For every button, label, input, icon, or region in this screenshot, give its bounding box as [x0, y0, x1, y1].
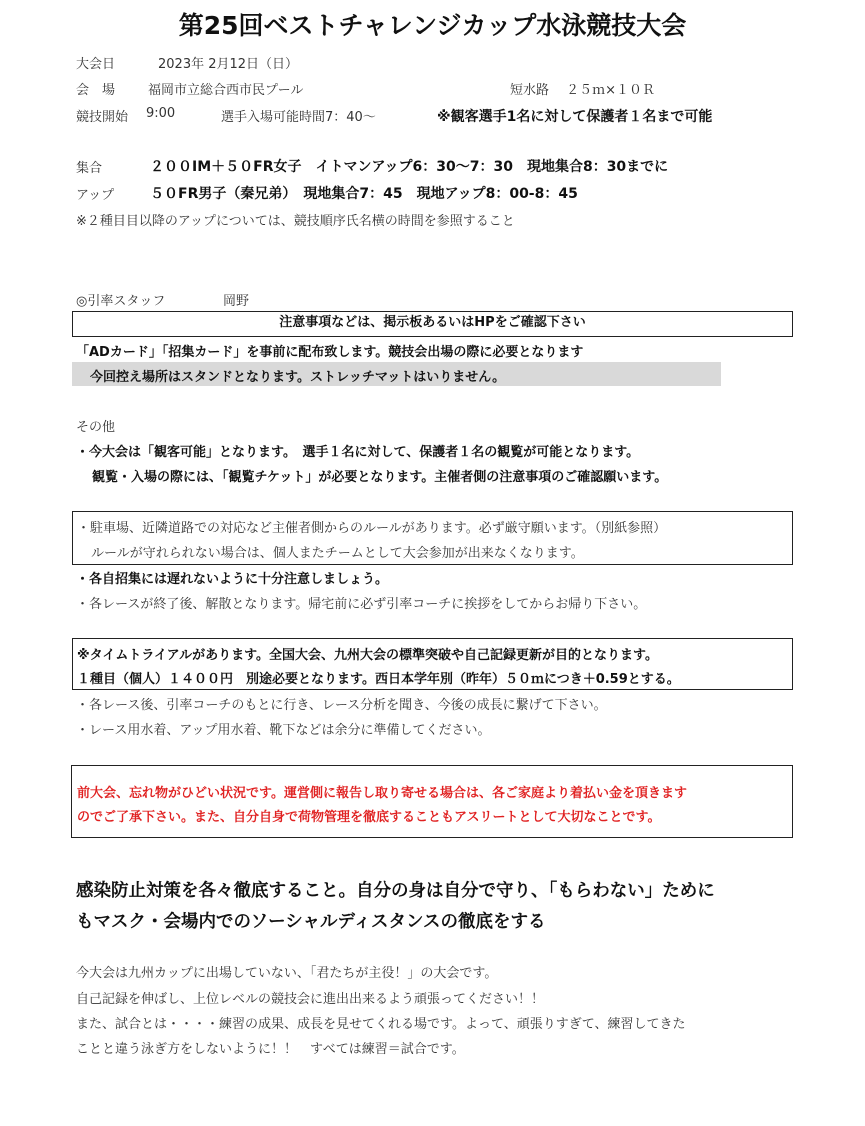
date-value: 2023年 2月12日（日） — [158, 57, 299, 72]
trial-line1: ※タイムトライアルがあります。全国大会、九州大会の標準突破や自己記録更新が目的となります。 — [77, 648, 658, 663]
other-line2: 観覧・入場の際には、「観覧チケット」が必要となります。主催者側の注意事項のご確認願います。 — [92, 470, 668, 485]
notice-box — [72, 311, 793, 337]
up-label: アップ — [76, 188, 115, 203]
course-info: 短水路 ２５ｍ×１０Ｒ — [510, 83, 656, 98]
parking-line2: ルールが守れられない場合は、個人またチームとして大会参加が出来なくなります。 — [91, 546, 584, 561]
trial-box — [72, 638, 793, 690]
start-label: 競技開始 — [76, 110, 129, 125]
page-title: 第25回ベストチャレンジカップ水泳競技大会 — [178, 11, 687, 40]
infection-line2: もマスク・会場内でのソーシャルディスタンスの徹底をする — [76, 912, 546, 932]
start-value: 9:00 — [146, 106, 176, 121]
entry-time: 選手入場可能時間7：40～ — [221, 110, 376, 125]
race-note: ・各レース後、引率コーチのもとに行き、レース分析を聞き、今後の成長に繋げて下さい。 — [76, 698, 607, 713]
gather-label: 集合 — [76, 161, 103, 176]
venue-label: 会 場 — [76, 83, 116, 98]
closing-line3: また、試合とは・・・・練習の成果、成長を見せてくれる場です。よって、頑張りすぎて、練習してきた — [76, 1017, 686, 1032]
lost-items-box — [71, 765, 793, 838]
swimwear-note: ・レース用水着、アップ用水着、靴下などは余分に準備してください。 — [76, 723, 491, 738]
date-label: 大会日 — [76, 57, 116, 72]
trial-line2: １種目（個人）１４００円 別途必要となります。西日本学年別（昨年）５０ｍにつき＋0.59とする。 — [77, 672, 680, 687]
gather-value: ２００IM＋５０FR女子 イトマンアップ6：30～7：30 現地集合8：30までに — [150, 159, 669, 175]
cards-note: 「ADカード」「招集カード」を事前に配布致します。競技会出場の際に必要となります — [76, 345, 584, 360]
notice-text: 注意事項などは、掲示板あるいはHPをご確認下さい — [279, 315, 586, 330]
other-line1: ・今大会は「観客可能」となります。 選手１名に対して、保護者１名の観覧が可能となります。 — [76, 445, 640, 460]
lost-line1: 前大会、忘れ物がひどい状況です。運営側に報告し取り寄せる場合は、各ご家庭より着払い金を頂きます — [77, 786, 687, 801]
infection-line1: 感染防止対策を各々徹底すること。自分の身は自分で守り、「もらわない」ために — [76, 881, 715, 901]
closing-line4: ことと違う泳ぎ方をしないように！！ すべては練習＝試合です。 — [76, 1042, 465, 1057]
parking-box — [72, 511, 793, 565]
other-heading: その他 — [76, 420, 116, 435]
staff-label: ◎引率スタッフ — [76, 294, 166, 309]
spectator-note: ※観客選手1名に対して保護者１名まで可能 — [437, 109, 713, 125]
closing-line2: 自己記録を伸ばし、上位レベルの競技会に進出出来るよう頑張ってください！！ — [76, 992, 545, 1007]
parking-line1: ・駐車場、近隣道路での対応など主催者側からのルールがあります。必ず厳守願います。（別紙参照） — [77, 521, 667, 536]
call-note: ・各自招集には遅れないように十分注意しましょう。 — [76, 572, 389, 587]
closing-line1: 今大会は九州カップに出場していない、「君たちが主役！」の大会です。 — [76, 966, 498, 981]
lost-line2: のでご了承下さい。また、自分自身で荷物管理を徹底することもアスリートとして大切なことです。 — [77, 810, 661, 825]
up-value: ５０FR男子（秦兄弟） 現地集合7：45 現地アップ8：00-8：45 — [150, 186, 578, 202]
staff-name: 岡野 — [223, 294, 250, 309]
waiting-note: 今回控え場所はスタンドとなります。ストレッチマットはいりません。 — [90, 370, 506, 385]
venue-value: 福岡市立総合西市民プール — [148, 83, 304, 98]
dismiss-note: ・各レースが終了後、解散となります。帰宅前に必ず引率コーチに挨拶をしてからお帰り下さい。 — [76, 597, 647, 612]
waiting-highlight — [72, 362, 721, 386]
schedule-note: ※２種目目以降のアップについては、競技順序氏名横の時間を参照すること — [76, 214, 515, 229]
